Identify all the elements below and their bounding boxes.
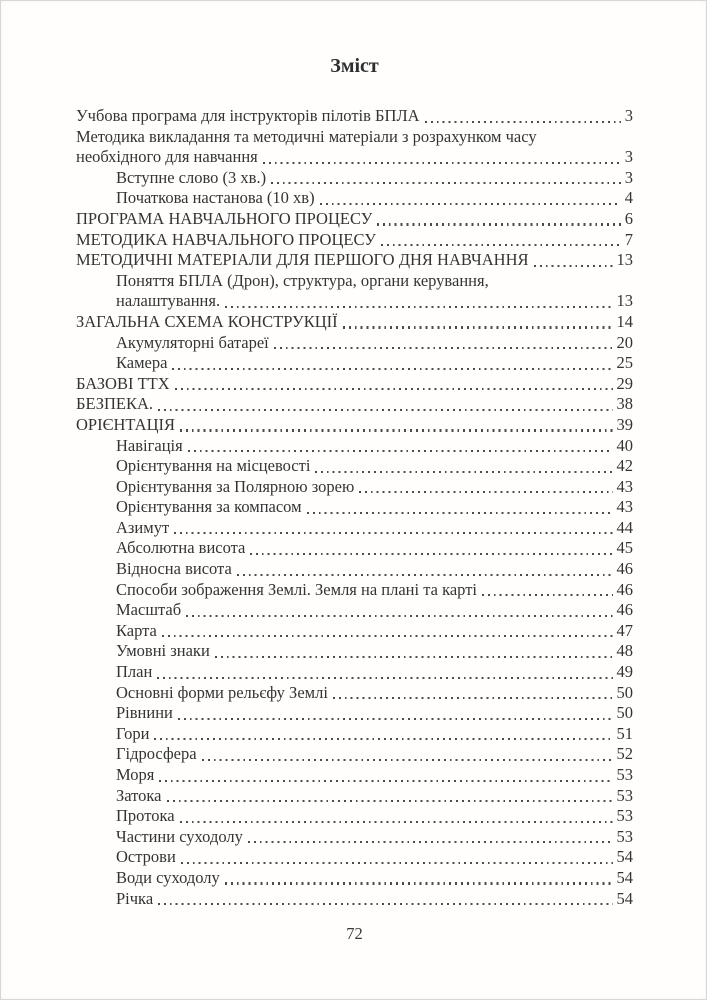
toc-entry (76, 477, 633, 498)
toc-entry-label: Учбова програма для інструкторів пілотів БПЛА (76, 106, 420, 125)
toc-entry-label: ЗАГАЛЬНА СХЕМА КОНСТРУКЦІЇ (76, 311, 338, 331)
toc-entry-row (76, 744, 633, 765)
toc-entry-row (76, 827, 633, 848)
toc-entry (76, 621, 633, 642)
dot-leader (250, 553, 612, 555)
toc-page-number: 38 (616, 394, 633, 414)
toc-page-number: 7 (624, 229, 633, 249)
toc-entry-row (76, 333, 633, 354)
toc-entry-label: Вступне слово (3 хв.) (116, 167, 267, 187)
toc-entry (76, 106, 633, 127)
toc-entry-row (76, 621, 633, 642)
toc-entry-row (76, 415, 633, 436)
toc-page-number: 3 (624, 167, 633, 187)
toc-entry-label: Відносна висота (116, 559, 232, 579)
toc-entry-row (76, 353, 633, 374)
dot-leader (320, 203, 621, 205)
toc-entry-row (76, 889, 633, 910)
toc-entry (76, 456, 633, 477)
toc-page-number: 45 (616, 538, 633, 558)
toc-entry (76, 641, 633, 662)
toc-entry-label: ПРОГРАМА НАВЧАЛЬНОГО ПРОЦЕСУ (76, 208, 373, 228)
toc-page-number: 50 (616, 703, 633, 723)
toc-entry-label: Камера (116, 353, 168, 373)
dot-leader (159, 780, 612, 782)
dot-leader (180, 821, 613, 823)
toc-entry-row (76, 538, 633, 559)
toc-entry (76, 394, 633, 415)
toc-entry (76, 250, 633, 271)
toc-entry (76, 127, 633, 168)
toc-entry-row (76, 477, 633, 498)
toc-page-number: 20 (616, 332, 633, 352)
dot-leader (425, 121, 621, 123)
dot-leader (315, 471, 612, 473)
toc-entry-label: БЕЗПЕКА. (76, 394, 154, 414)
toc-entry (76, 559, 633, 580)
toc-entry-label: Азимут (116, 517, 170, 537)
toc-entry (76, 168, 633, 189)
dot-leader (343, 326, 613, 328)
dot-leader (172, 368, 612, 370)
toc-entry-label: Рівнини (116, 703, 173, 723)
toc-page-number: 43 (616, 476, 633, 496)
toc-entry-row (76, 188, 633, 209)
toc-entry-label: Навігація (116, 435, 183, 455)
toc-entry (76, 806, 633, 827)
dot-leader (158, 903, 612, 905)
toc-entry-row (76, 683, 633, 704)
toc-entry-row (76, 786, 633, 807)
toc-page-number: 6 (624, 208, 633, 228)
toc-entry (76, 600, 633, 621)
toc-entry (76, 868, 633, 889)
dot-leader (225, 882, 613, 884)
toc-entry-label: Води суходолу (116, 867, 220, 887)
toc-entry (76, 724, 633, 745)
dot-leader (154, 738, 612, 740)
toc-entry-label: Затока (116, 785, 162, 805)
toc-page-number: 47 (616, 620, 633, 640)
toc-entry-label: МЕТОДИЧНІ МАТЕРІАЛИ ДЛЯ ПЕРШОГО ДНЯ НАВЧАННЯ (76, 250, 529, 270)
toc-entry-label: Річка (116, 888, 154, 908)
toc-entry-row (76, 703, 633, 724)
toc-entry-row (76, 806, 633, 827)
dot-leader (271, 182, 621, 184)
dot-leader (225, 306, 612, 308)
toc-entry (76, 353, 633, 374)
dot-leader (482, 594, 612, 596)
toc-page-number: 50 (616, 682, 633, 702)
toc-page-number: 39 (616, 414, 633, 434)
footer-page-number: 72 (346, 924, 363, 943)
toc-page-number: 44 (616, 517, 633, 537)
toc-page-number: 54 (616, 888, 633, 908)
toc-entry (76, 497, 633, 518)
toc-entry (76, 374, 633, 395)
dot-leader (180, 429, 613, 431)
toc-page-number: 54 (616, 867, 633, 887)
toc-entry-label: Гори (116, 723, 150, 743)
toc-entry (76, 271, 633, 312)
toc-page-number: 49 (616, 662, 633, 682)
toc-entry-label: Гідросфера (116, 744, 197, 764)
dot-leader (167, 800, 613, 802)
toc-entry (76, 538, 633, 559)
toc-entry-row (76, 168, 633, 189)
toc-entry (76, 847, 633, 868)
toc-page-number: 13 (616, 291, 633, 311)
toc-list (76, 106, 633, 909)
dot-leader (188, 450, 613, 452)
toc-entry-row (76, 250, 633, 271)
toc-entry-label: Абсолютна висота (116, 538, 246, 558)
toc-page-number: 3 (624, 106, 633, 125)
toc-entry-row (76, 456, 633, 477)
dot-leader (215, 656, 613, 658)
toc-entry-row (76, 662, 633, 683)
toc-entry (76, 683, 633, 704)
dot-leader (162, 635, 613, 637)
toc-page-number: 46 (616, 600, 633, 620)
dot-leader (202, 759, 613, 761)
toc-entry-label: Частини суходолу (116, 826, 243, 846)
toc-entry (76, 209, 633, 230)
toc-entry (76, 786, 633, 807)
toc-entry (76, 889, 633, 910)
dot-leader (263, 162, 621, 164)
toc-page-number: 43 (616, 497, 633, 517)
dot-leader (158, 409, 612, 411)
toc-page-number: 14 (616, 311, 633, 331)
page-title: Зміст (330, 55, 379, 77)
toc-page-number: 53 (616, 765, 633, 784)
toc-entry-row (76, 147, 633, 168)
toc-entry-row (76, 559, 633, 580)
toc-entry-row (76, 394, 633, 415)
toc-entry (76, 415, 633, 436)
toc-entry-label: необхідного для навчання (76, 147, 258, 167)
toc-entry-row (76, 847, 633, 868)
toc-entry-row (76, 580, 633, 601)
dot-leader (248, 841, 613, 843)
toc-entry-label: Поняття БПЛА (Дрон), структура, органи керування, (116, 270, 489, 290)
toc-page-number: 53 (616, 826, 633, 846)
toc-entry-label: Протока (116, 806, 175, 826)
dot-leader (175, 388, 613, 390)
dot-leader (186, 615, 612, 617)
toc-entry-label: МЕТОДИКА НАВЧАЛЬНОГО ПРОЦЕСУ (76, 229, 376, 249)
toc-entry-row (76, 765, 633, 786)
toc-entry-label: БАЗОВІ ТТХ (76, 373, 170, 393)
toc-entry-row (76, 291, 633, 312)
toc-page-number: 52 (616, 744, 633, 764)
toc-entry-row (76, 374, 633, 395)
toc-entry-row (76, 312, 633, 333)
dot-leader (534, 265, 613, 267)
toc-entry (76, 827, 633, 848)
toc-entry (76, 744, 633, 765)
dot-leader (237, 574, 613, 576)
toc-page-number: 42 (616, 456, 633, 476)
toc-entry-row (76, 518, 633, 539)
toc-entry (76, 518, 633, 539)
toc-entry (76, 580, 633, 601)
toc-entry-label: Орієнтування на місцевості (116, 456, 311, 476)
toc-entry-label: Методика викладання та методичні матеріали з розрахунком часу (76, 126, 537, 146)
toc-entry-label: Масштаб (116, 600, 182, 620)
dot-leader (178, 718, 613, 720)
toc-entry (76, 230, 633, 251)
toc-entry-label: План (116, 662, 153, 682)
toc-page-number: 54 (616, 847, 633, 867)
dot-leader (181, 862, 613, 864)
toc-page-number: 3 (624, 147, 633, 167)
toc-entry-label: Основні форми рельєфу Землі (116, 682, 328, 702)
dot-leader (377, 223, 620, 225)
toc-entry-label: Орієнтування за Полярною зорею (116, 476, 355, 496)
dot-leader (333, 697, 613, 699)
toc-page-number: 46 (616, 579, 633, 599)
toc-page-number: 53 (616, 806, 633, 826)
toc-entry-label: Акумуляторні батареї (116, 332, 269, 352)
toc-page-number: 53 (616, 785, 633, 805)
toc-entry (76, 188, 633, 209)
toc-entry-row (76, 724, 633, 745)
toc-entry-row (76, 600, 633, 621)
toc-page-number: 4 (624, 188, 633, 208)
toc-entry-label: Початкова настанова (10 хв) (116, 188, 315, 208)
toc-entry-row (76, 641, 633, 662)
toc-entry-row (76, 497, 633, 518)
dot-leader (381, 244, 621, 246)
dot-leader (359, 491, 612, 493)
toc-entry (76, 436, 633, 457)
toc-page-number: 48 (616, 641, 633, 661)
dot-leader (274, 347, 613, 349)
toc-entry-row (76, 106, 633, 127)
toc-entry-label: ОРІЄНТАЦІЯ (76, 414, 175, 434)
toc-entry (76, 312, 633, 333)
toc-page-number: 40 (616, 435, 633, 455)
toc-entry-label: Карта (116, 620, 157, 640)
dot-leader (307, 512, 613, 514)
toc-entry (76, 662, 633, 683)
toc-entry-label: Умовні знаки (116, 641, 210, 661)
dot-leader (157, 677, 612, 679)
toc-page-number: 51 (616, 723, 633, 743)
toc-entry-row (76, 209, 633, 230)
toc-entry-label: Острови (116, 847, 176, 867)
toc-page-number: 46 (616, 559, 633, 579)
toc-entry-row (76, 868, 633, 889)
toc-page-number: 13 (616, 250, 633, 270)
toc-entry-label: Орієнтування за компасом (116, 497, 302, 517)
toc-page-number: 25 (616, 353, 633, 373)
toc-entry (76, 703, 633, 724)
toc-entry-label: Моря (116, 765, 155, 784)
toc-entry (76, 333, 633, 354)
toc-entry-label: Способи зображення Землі. Земля на плані та карті (116, 579, 478, 599)
toc-entry (76, 765, 633, 786)
dot-leader (174, 532, 612, 534)
toc-entry-label: налаштування. (116, 291, 221, 311)
toc-entry-row (76, 230, 633, 251)
toc-entry-row (76, 436, 633, 457)
toc-page-number: 29 (616, 373, 633, 393)
